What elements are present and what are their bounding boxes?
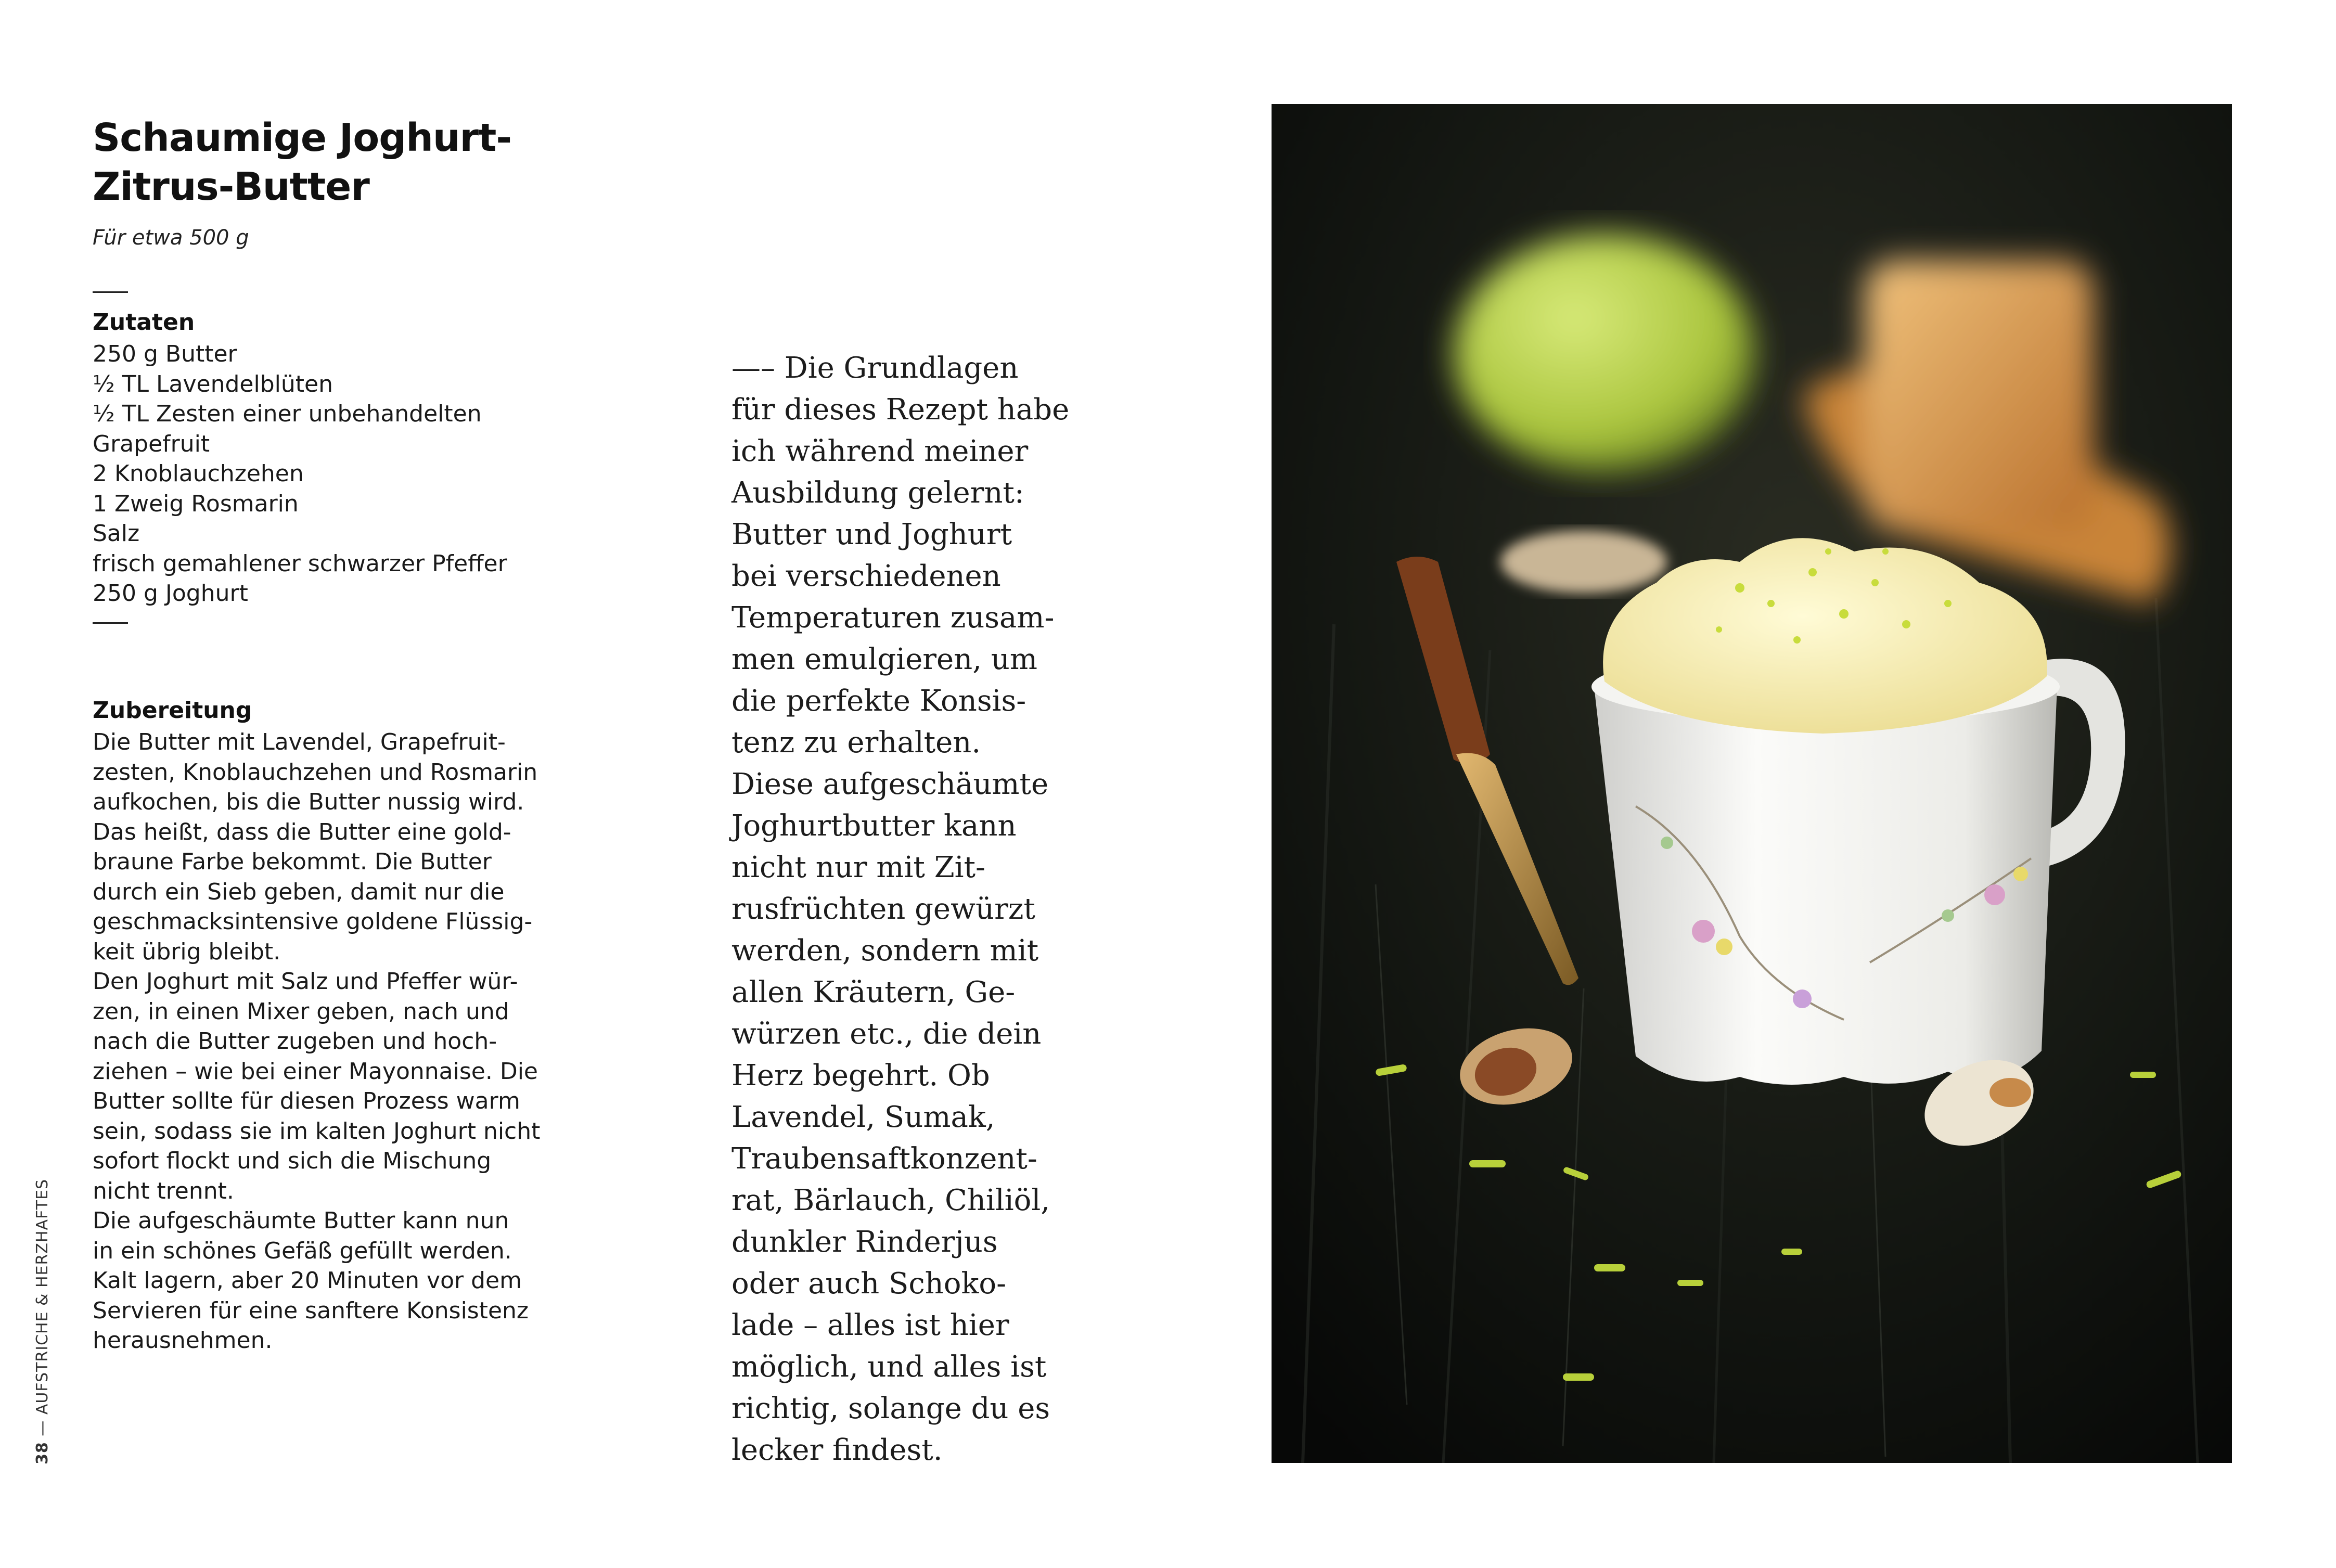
garlic-clove — [1500, 531, 1667, 593]
intro-line: Traubensaftkonzent- — [731, 1142, 1037, 1176]
intro-line: oder auch Schoko- — [731, 1267, 1007, 1301]
ingredient-item: ½ TL Lavendelblüten — [93, 370, 333, 397]
ingredient-item: 250 g Joghurt — [93, 580, 248, 607]
intro-line: rusfrüchten gewürzt — [731, 892, 1035, 926]
intro-line: lecker findest. — [731, 1433, 943, 1467]
preparation-line: herausnehmen. — [93, 1327, 273, 1354]
ingredient-item: Salz — [93, 520, 140, 547]
intro-line: Lavendel, Sumak, — [731, 1100, 995, 1134]
section-divider — [93, 622, 128, 624]
intro-line: Herz begehrt. Ob — [731, 1059, 990, 1093]
preparation-line: zesten, Knoblauchzehen und Rosmarin — [93, 759, 538, 786]
intro-line: nicht nur mit Zit- — [731, 851, 985, 884]
preparation-line: Kalt lagern, aber 20 Minuten vor dem — [93, 1267, 522, 1294]
intro-line: men emulgieren, um — [731, 642, 1037, 676]
intro-line: die perfekte Konsis- — [731, 684, 1026, 718]
page-number: 38 — [33, 1442, 52, 1464]
lime — [1454, 234, 1755, 473]
preparation-line: nach die Butter zugeben und hoch- — [93, 1028, 497, 1055]
intro-line: Diese aufgeschäumte — [731, 767, 1049, 801]
intro-line: lade – alles ist hier — [731, 1308, 1009, 1342]
preparation-line: in ein schönes Gefäß gefüllt werden. — [93, 1237, 512, 1264]
preparation-line: Den Joghurt mit Salz und Pfeffer wür- — [93, 968, 518, 995]
preparation-line: ziehen – wie bei einer Mayonnaise. Die — [93, 1058, 538, 1085]
intro-line: tenz zu erhalten. — [731, 726, 981, 760]
preparation-text — [93, 727, 561, 1356]
intro-line: rat, Bärlauch, Chiliöl, — [731, 1184, 1050, 1217]
ingredients-heading: Zutaten — [93, 309, 195, 336]
footer-separator: — — [33, 1415, 52, 1442]
intro-line: Temperaturen zusam- — [731, 601, 1055, 635]
intro-text — [731, 348, 1070, 1471]
intro-line: —– Die Grundlagen — [731, 351, 1019, 385]
preparation-line: geschmacksintensive goldene Flüssig- — [93, 908, 533, 935]
ingredients-list — [93, 339, 550, 609]
ingredient-item: Grapefruit — [93, 430, 210, 457]
section-name: AUFSTRICHE & HERZHAFTES — [33, 1178, 52, 1415]
ingredient-item: frisch gemahlener schwarzer Pfeffer — [93, 550, 507, 577]
intro-line: Butter und Joghurt — [731, 518, 1012, 551]
intro-line: für dieses Rezept habe — [731, 393, 1070, 427]
intro-line: ich während meiner — [731, 434, 1029, 468]
ingredient-item: 2 Knoblauchzehen — [93, 460, 304, 487]
intro-line: dunkler Rinderjus — [731, 1225, 998, 1259]
preparation-line: Butter sollte für diesen Prozess warm — [93, 1088, 520, 1114]
preparation-line: aufkochen, bis die Butter nussig wird. — [93, 789, 524, 815]
intro-line: bei verschiedenen — [731, 559, 1001, 593]
preparation-line: Servieren für eine sanftere Konsistenz — [93, 1297, 529, 1324]
preparation-line: keit übrig bleibt. — [93, 938, 281, 965]
intro-line: möglich, und alles ist — [731, 1350, 1047, 1384]
running-footer — [33, 1179, 52, 1464]
preparation-line: Die Butter mit Lavendel, Grapefruit- — [93, 729, 506, 755]
recipe-title-line: Schaumige Joghurt- — [93, 115, 512, 160]
intro-line: allen Kräutern, Ge- — [731, 975, 1016, 1009]
intro-line: Joghurtbutter kann — [731, 809, 1017, 843]
preparation-line: braune Farbe bekommt. Die Butter — [93, 849, 492, 875]
ingredient-item: 1 Zweig Rosmarin — [93, 490, 299, 517]
food-photo — [1272, 104, 2232, 1463]
preparation-line: sein, sodass sie im kalten Joghurt nicht — [93, 1117, 541, 1145]
recipe-title-line: Zitrus-Butter — [93, 164, 369, 209]
preparation-line: Das heißt, dass die Butter eine gold- — [93, 818, 511, 845]
recipe-yield: Für etwa 500 g — [93, 226, 249, 250]
intro-line: Ausbildung gelernt: — [731, 476, 1024, 510]
preparation-line: Die aufgeschäumte Butter kann nun — [93, 1207, 509, 1234]
recipe-title — [93, 113, 519, 211]
preparation-line: sofort flockt und sich die Mischung — [93, 1148, 492, 1174]
preparation-line: nicht trennt. — [93, 1177, 234, 1204]
intro-line: richtig, solange du es — [731, 1392, 1050, 1425]
preparation-heading: Zubereitung — [93, 697, 252, 724]
preparation-line: durch ein Sieb geben, damit nur die — [93, 878, 505, 905]
intro-line: würzen etc., die dein — [731, 1017, 1042, 1051]
preparation-line: zen, in einen Mixer geben, nach und — [93, 998, 509, 1025]
intro-line: werden, sondern mit — [731, 934, 1039, 968]
food-photo-illustration — [1272, 104, 2232, 1463]
teacup — [1594, 687, 2057, 1085]
ingredient-item: 250 g Butter — [93, 341, 237, 367]
ingredient-item: ½ TL Zesten einer unbehandelten — [93, 401, 482, 427]
section-divider — [93, 291, 128, 293]
